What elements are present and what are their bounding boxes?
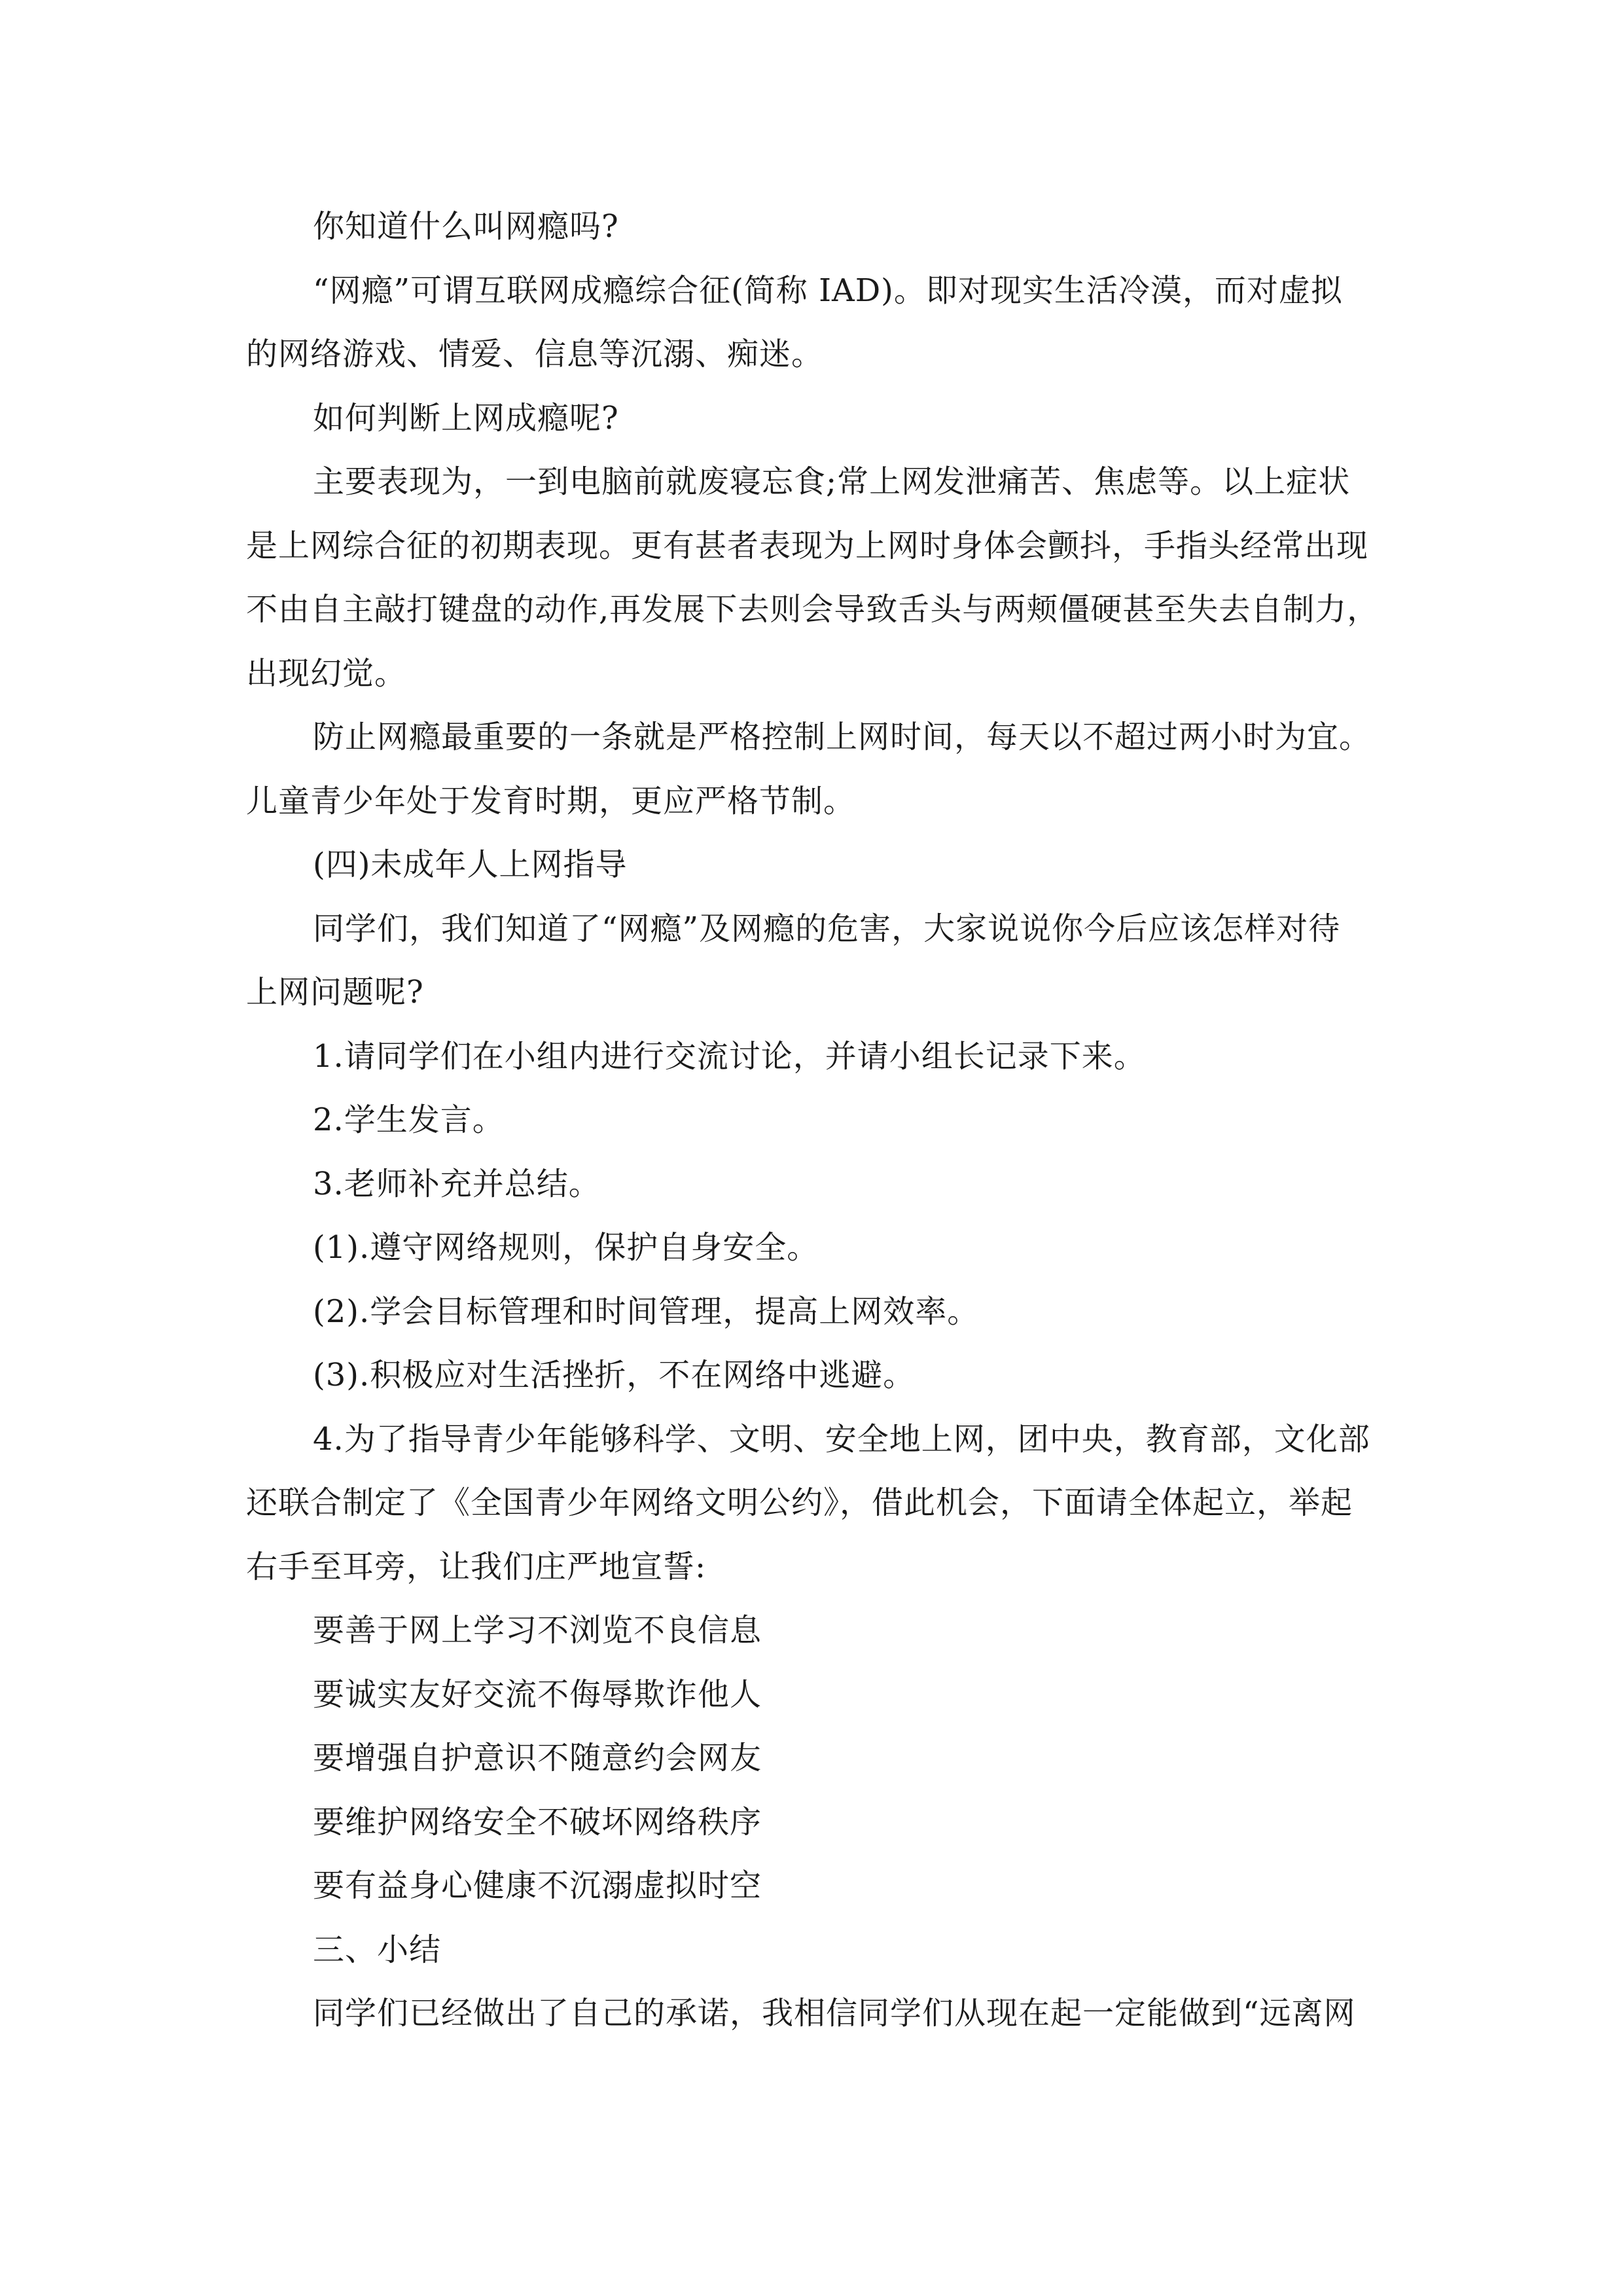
text-line: 要增强自护意识不随意约会网友 xyxy=(313,1740,762,1776)
text-line: 右手至耳旁，让我们庄严地宣誓: xyxy=(246,1548,707,1585)
text-line: 要有益身心健康不沉溺虚拟时空 xyxy=(313,1867,762,1904)
text-line: (3).积极应对生活挫折，不在网络中逃避。 xyxy=(313,1357,916,1393)
text-line: 的网络游戏、情爱、信息等沉溺、痴迷。 xyxy=(246,336,824,372)
text-line: 2.学生发言。 xyxy=(313,1102,505,1138)
text-line: 4.为了指导青少年能够科学、文明、安全地上网，团中央，教育部，文化部 xyxy=(313,1420,1370,1458)
text-line: (1).遵守网络规则，保护自身安全。 xyxy=(313,1229,819,1266)
text-line: 还联合制定了《全国青少年网络文明公约》，借此机会，下面请全体起立，举起 xyxy=(246,1484,1353,1521)
text-line: 上网问题呢? xyxy=(246,974,424,1011)
text-line: 出现幻觉。 xyxy=(246,655,407,692)
list-item-step-1 xyxy=(246,1025,1391,1089)
text-line: 是上网综合征的初期表现。更有甚者表现为上网时身体会颤抖，手指头经常出现 xyxy=(246,527,1369,564)
text-line: 儿童青少年处于发育时期，更应严格节制。 xyxy=(246,782,856,819)
paragraph-iad-definition xyxy=(246,259,1391,387)
list-item-step-4 xyxy=(246,1408,1391,1600)
pledge-line-4 xyxy=(246,1791,1391,1855)
text-line: “网瘾”可谓互联网成瘾综合征(简称 IAD)。即对现实生活冷漠，而对虚拟 xyxy=(313,272,1343,309)
pledge-line-5 xyxy=(246,1854,1391,1918)
list-item-step-3 xyxy=(246,1153,1391,1217)
text-line: 要诚实友好交流不侮辱欺诈他人 xyxy=(313,1676,762,1713)
pledge-line-3 xyxy=(246,1727,1391,1791)
document-body xyxy=(246,195,1391,2046)
list-item-point-2 xyxy=(246,1280,1391,1344)
text-line: 要善于网上学习不浏览不良信息 xyxy=(313,1612,762,1649)
paragraph-prevention xyxy=(246,706,1391,833)
pledge-line-2 xyxy=(246,1663,1391,1727)
list-item-step-2 xyxy=(246,1088,1391,1153)
text-line: 要维护网络安全不破坏网络秩序 xyxy=(313,1803,762,1840)
text-line: 3.老师补充并总结。 xyxy=(313,1165,601,1202)
text-line: 你知道什么叫网瘾吗? xyxy=(313,208,619,245)
paragraph-symptoms xyxy=(246,450,1391,706)
paragraph-summary xyxy=(246,1982,1391,2046)
text-line: 不由自主敲打键盘的动作,再发展下去则会导致舌头与两颊僵硬甚至失去自制力， xyxy=(246,591,1380,628)
paragraph-discussion-prompt xyxy=(246,897,1391,1025)
text-line: 同学们，我们知道了“网瘾”及网瘾的危害，大家说说你今后应该怎样对待 xyxy=(313,910,1341,947)
text-line: 同学们已经做出了自己的承诺，我相信同学们从现在起一定能做到“远离网 xyxy=(313,1995,1356,2032)
paragraph-question-judge-addiction xyxy=(246,387,1391,451)
pledge-line-1 xyxy=(246,1599,1391,1663)
text-line: (四)未成年人上网指导 xyxy=(313,846,628,883)
text-line: 主要表现为，一到电脑前就废寝忘食;常上网发泄痛苦、焦虑等。以上症状 xyxy=(313,463,1351,500)
section-heading-minors-guidance xyxy=(246,833,1391,897)
section-heading-summary xyxy=(246,1918,1391,1982)
text-line: 三、小结 xyxy=(313,1931,442,1968)
list-item-point-3 xyxy=(246,1344,1391,1408)
list-item-point-1 xyxy=(246,1216,1391,1280)
paragraph-question-internet-addiction xyxy=(246,195,1391,259)
text-line: 如何判断上网成瘾呢? xyxy=(313,399,619,437)
text-line: 1.请同学们在小组内进行交流讨论，并请小组长记录下来。 xyxy=(313,1037,1146,1075)
text-line: 防止网瘾最重要的一条就是严格控制上网时间，每天以不超过两小时为宜。 xyxy=(313,719,1372,755)
text-line: (2).学会目标管理和时间管理，提高上网效率。 xyxy=(313,1293,980,1330)
